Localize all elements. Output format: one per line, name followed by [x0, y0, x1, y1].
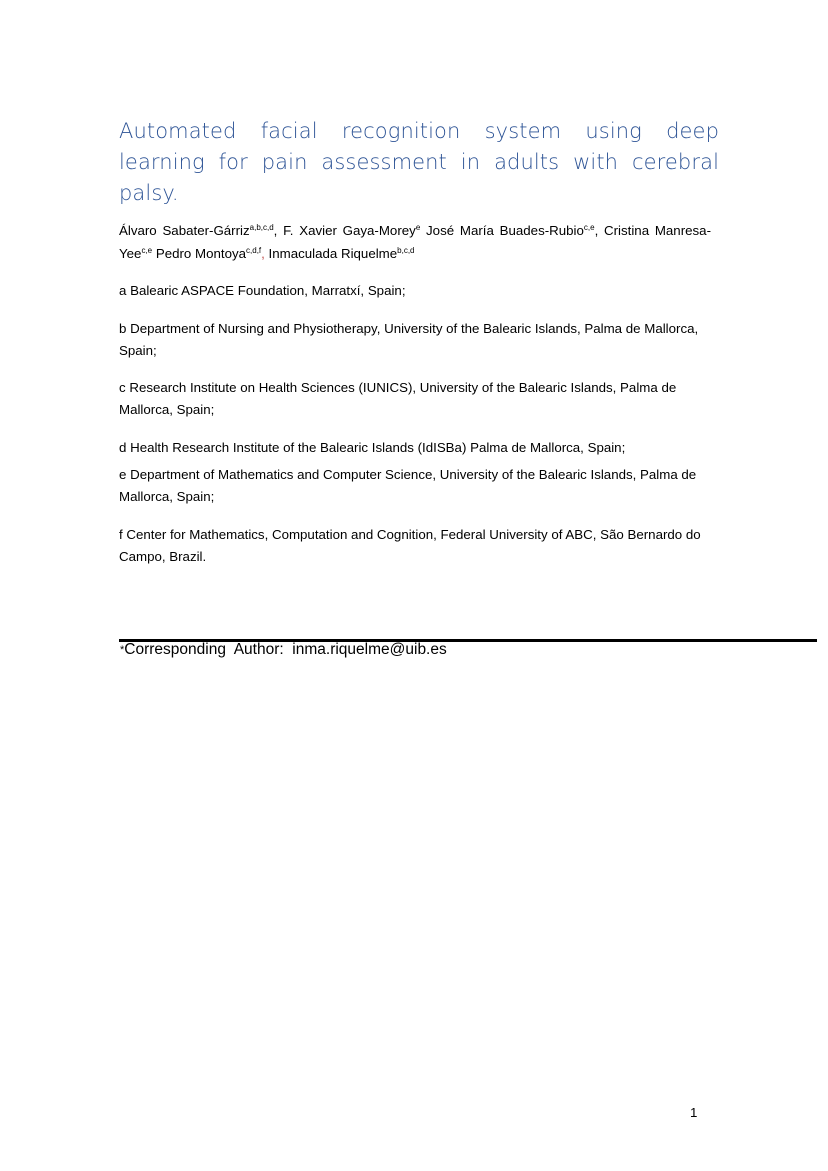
author-separator: ,: [594, 223, 605, 238]
author-name: Cristina Manresa-Yee: [119, 223, 712, 261]
author-name: Álvaro Sabater-Gárriz: [119, 223, 250, 238]
author-affiliation-marks: b,c,d: [397, 246, 415, 255]
author-name: F. Xavier Gaya-Morey: [283, 223, 416, 238]
author-list: [119, 219, 711, 265]
author-name: Pedro Montoya: [155, 246, 247, 261]
corresponding-author-text: Corresponding Author: inma.riquelme@uib.es: [124, 641, 447, 658]
affiliation-b: b Department of Nursing and Physiotherapy, University of the Balearic Islands, Palma de Mallorca, Spain;: [119, 321, 699, 358]
footnote-star: *: [120, 644, 125, 656]
affiliation-e: e Department of Mathematics and Computer Science, University of the Balearic Islands, Palma de Mallorca, Spain;: [119, 467, 697, 504]
corresponding-author-note: [120, 640, 447, 660]
affiliation-c: c Research Institute on Health Sciences (IUNICS), University of the Balearic Islands, Palma de Mallorca, Spain;: [119, 380, 677, 417]
paper-title: Automated facial recognition system using deep learning for pain assessment in adults with cerebral palsy.: [119, 119, 719, 205]
author-separator: ,: [261, 246, 269, 261]
author-affiliation-marks: c,e: [583, 223, 595, 232]
affiliation-f: f Center for Mathematics, Computation and Cognition, Federal University of ABC, São Bernardo do Campo, Brazil.: [119, 527, 701, 564]
author-affiliation-marks: c,e: [141, 246, 153, 255]
author-name: Inmaculada Riquelme: [268, 246, 398, 261]
affiliation-a: a Balearic ASPACE Foundation, Marratxí, Spain;: [119, 283, 406, 298]
author-name: José María Buades-Rubio: [426, 223, 584, 238]
author-separator: ,: [273, 223, 284, 238]
page-number: 1: [690, 1105, 698, 1120]
affiliation-d: d Health Research Institute of the Balearic Islands (IdISBa) Palma de Mallorca, Spain;: [119, 440, 626, 455]
author-affiliation-marks: e: [415, 223, 421, 232]
author-affiliation-marks: a,b,c,d: [249, 223, 274, 232]
author-affiliation-marks: c,d,f: [246, 246, 262, 255]
